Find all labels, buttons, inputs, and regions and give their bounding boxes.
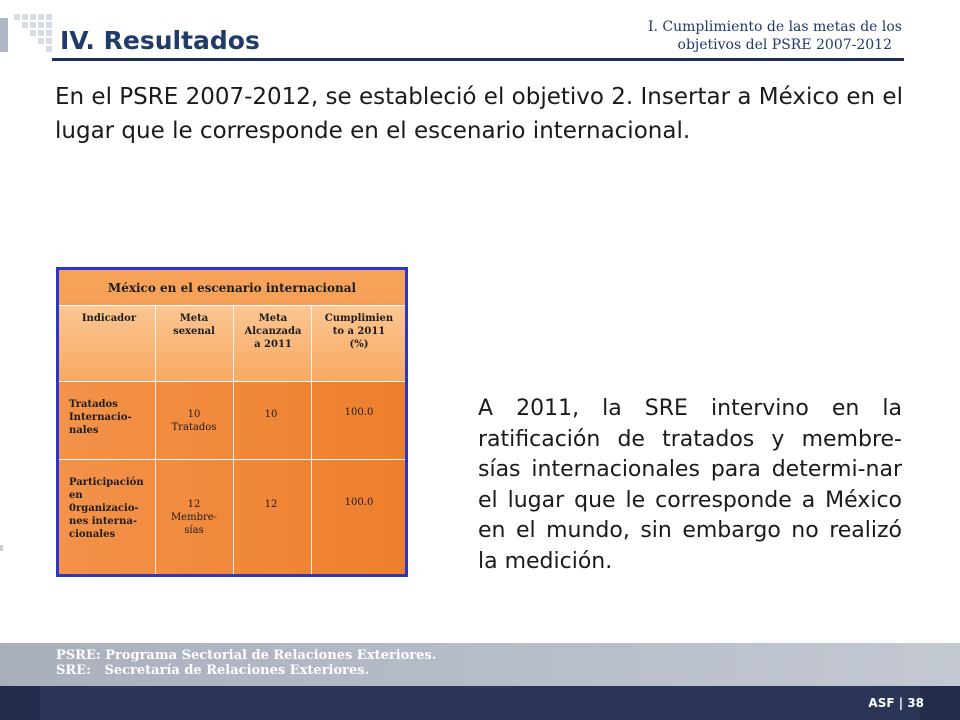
cell-cumplimiento: 100.0 <box>344 497 374 508</box>
cell-meta-sexenal: 10 Tratados <box>171 409 217 433</box>
header-meta-alcanzada: Meta Alcanzada a 2011 <box>244 313 302 350</box>
cell-meta-sexenal: 12 Membre- sías <box>170 499 218 536</box>
footnote-psre: PSRE: Programa Sectorial de Relaciones Exteriores. <box>56 648 437 663</box>
footnotes <box>56 648 436 678</box>
cell-indicador: Tratados Internacio- nales <box>69 399 132 436</box>
cell-meta-alcanzada: 12 <box>264 499 278 510</box>
findings-paragraph: A 2011, la SRE intervino en la ratificación de tratados y membre-sías internacionales para determi-nar el lugar que le corresponde a México en el mundo, sin embargo no realizó la medición. <box>478 396 902 574</box>
page-title: IV. Resultados <box>60 26 260 55</box>
header-meta-sexenal: Meta sexenal <box>173 313 215 337</box>
decorative-squares <box>0 14 60 58</box>
page-number: ASF | 38 <box>868 696 924 710</box>
cell-meta-alcanzada: 10 <box>264 409 278 420</box>
column-divider <box>311 306 312 574</box>
header-indicador: Indicador <box>81 313 137 324</box>
cell-cumplimiento: 100.0 <box>344 407 374 418</box>
column-divider <box>155 306 156 574</box>
footnote-sre: SRE: Secretaría de Relaciones Exteriores. <box>56 663 370 678</box>
title-divider <box>52 58 904 61</box>
table-caption: México en el escenario internacional <box>59 270 405 306</box>
footer-bar <box>0 686 960 720</box>
table-row <box>59 460 405 574</box>
section-heading-line2: objetivos del PSRE 2007-2012 <box>677 37 892 53</box>
table-header-row <box>59 306 405 382</box>
cell-indicador: Participación en 0rganizacio- nes interna- cionales <box>69 477 144 540</box>
column-divider <box>233 306 234 574</box>
header-cumplimiento: Cumplimien to a 2011 (%) <box>324 313 394 350</box>
section-heading <box>648 18 902 54</box>
intro-paragraph: En el PSRE 2007-2012, se estableció el objetivo 2. Insertar a México en el lugar que le corresponde en el escenario internacional. <box>55 84 903 144</box>
decorative-tick <box>0 545 3 551</box>
results-table <box>56 267 408 577</box>
table-row <box>59 382 405 460</box>
section-heading-line1: I. Cumplimiento de las metas de los <box>647 19 902 35</box>
decorative-side-bar <box>0 18 8 52</box>
